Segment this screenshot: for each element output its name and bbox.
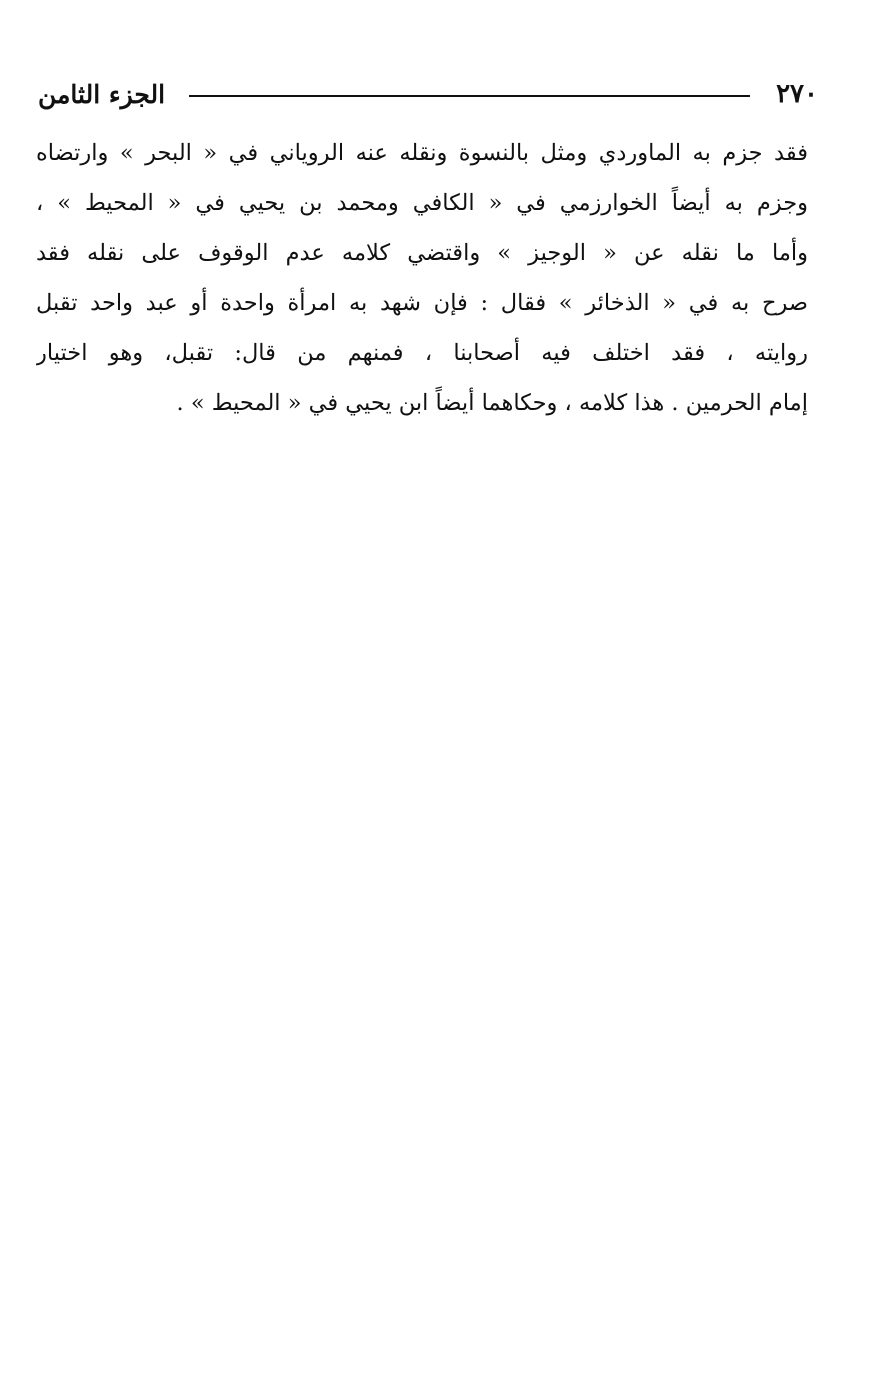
header-rule [189, 95, 750, 97]
text-line: إمام الحرمين . هذا كلامه ، وحكاهما أيضاً ابن يحيي في « المحيط » . [176, 390, 808, 416]
body-paragraph [36, 128, 808, 428]
page-number: ٢٧٠ [776, 79, 818, 109]
text-line: فقد جزم به الماوردي ومثل بالنسوة ونقله عنه الروياني في « البحر » وارتضاه [36, 140, 808, 166]
text-line: وأما ما نقله عن « الوجيز » واقتضي كلامه عدم الوقوف على نقله فقد [36, 240, 808, 266]
running-title: الجزء الثامن [38, 79, 166, 109]
text-line: صرح به في « الذخائر » فقال : فإن شهد به امرأة واحدة أو عبد واحد تقبل [36, 290, 808, 316]
text-line: وجزم به أيضاً الخوارزمي في « الكافي ومحمد بن يحيي في « المحيط » ، [36, 190, 808, 216]
text-line: روايته ، فقد اختلف فيه أصحابنا ، فمنهم من قال: تقبل، وهو اختيار [36, 340, 808, 366]
page-header [38, 74, 818, 114]
